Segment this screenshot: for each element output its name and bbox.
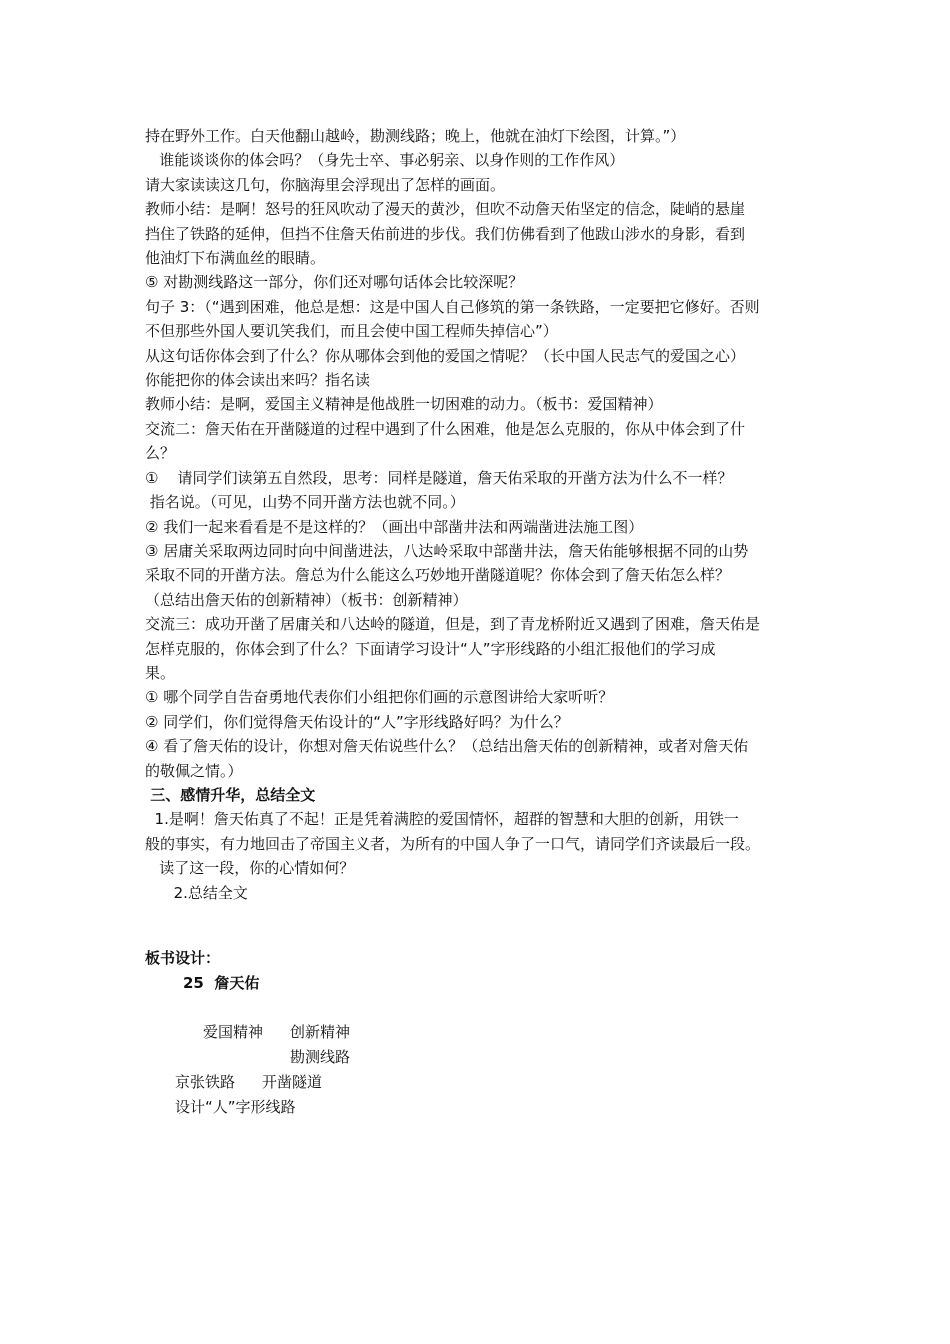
board-item: 设计“人”字形线路 (175, 1098, 296, 1116)
text-line: ① 哪个同学自告奋勇地代表你们小组把你们画的示意图讲给大家听听？ (145, 688, 614, 707)
text-line: 不但那些外国人要讥笑我们，而且会使中国工程师失掉信心”） (145, 322, 558, 341)
text-line: 采取不同的开凿方法。詹总为什么能这么巧妙地开凿隧道呢？你体会到了詹天佑怎么样？ (145, 566, 731, 585)
text-line: 谁能谈谈你的体会吗？（身先士卒、事必躬亲、以身作则的工作作风） (145, 151, 625, 170)
text-line: 教师小结：是啊！怒号的狂风吹动了漫天的黄沙，但吹不动詹天佑坚定的信念，陡峭的悬崖 (145, 200, 746, 219)
board-item: 京张铁路 (175, 1073, 236, 1091)
text-line: 么？ (145, 444, 176, 463)
text-line: ③ 居庸关采取两边同时向中间凿进法，八达岭采取中部凿井法，詹天佑能够根据不同的山势 (145, 541, 749, 560)
board-heading: 板书设计： (145, 949, 221, 967)
lesson-body (145, 124, 810, 905)
text-line: ④ 看了詹天佑的设计，你想对詹天佑说些什么？（总结出詹天佑的创新精神，或者对詹天佑 (145, 737, 749, 756)
text-line: 交流三：成功开凿了居庸关和八达岭的隧道，但是，到了青龙桥附近又遇到了困难，詹天佑是 (145, 615, 761, 634)
text-line: （总结出詹天佑的创新精神）（板书：创新精神） (145, 590, 468, 609)
text-line: 交流二：詹天佑在开凿隧道的过程中遇到了什么困难，他是怎么克服的，你从中体会到了什 (145, 419, 746, 438)
text-line: 2.总结全文 (145, 883, 248, 902)
board-title: 25 詹天佑 (183, 974, 260, 992)
text-line: 你能把你的体会读出来吗？指名读 (145, 371, 371, 390)
text-line: 持在野外工作。白天他翻山越岭，勘测线路；晚上，他就在油灯下绘图，计算。”） (145, 127, 686, 145)
board-item: 勘测线路 (290, 1048, 351, 1066)
text-line: ① 请同学们读第五自然段，思考：同样是隧道，詹天佑采取的开凿方法为什么不一样？ (145, 468, 733, 487)
board-item: 创新精神 (290, 1023, 351, 1041)
board-item: 开凿隧道 (262, 1073, 323, 1091)
text-line: 读了这一段，你的心情如何？ (145, 859, 355, 878)
text-line: 怎样克服的，你体会到了什么？下面请学习设计“人”字形线路的小组汇报他们的学习成 (145, 639, 716, 658)
text-line: 般的事实，有力地回击了帝国主义者，为所有的中国人争了一口气，请同学们齐读最后一段。 (145, 834, 761, 853)
section-heading: 三、感情升华，总结全文 (145, 785, 316, 804)
text-line: 请大家读读这几句，你脑海里会浮现出了怎样的画面。 (145, 175, 506, 194)
text-line: 1.是啊！詹天佑真了不起！正是凭着满腔的爱国情怀，超群的智慧和大胆的创新，用铁一 (145, 810, 739, 829)
text-line: 句子 3：（“遇到困难，他总是想：这是中国人自己修筑的第一条铁路，一定要把它修好。否则 (145, 297, 760, 316)
text-line: ⑤ 对勘测线路这一部分，你们还对哪句话体会比较深呢？ (145, 273, 524, 292)
text-line: 他油灯下布满血丝的眼睛。 (145, 249, 326, 268)
text-line: ② 同学们，你们觉得詹天佑设计的“人”字形线路好吗？为什么？ (145, 712, 569, 731)
text-line: 指名说。（可见，山势不同开凿方法也就不同。） (145, 493, 465, 512)
text-line: 挡住了铁路的延伸，但挡不住詹天佑前进的步伐。我们仿佛看到了他跋山涉水的身影，看到 (145, 224, 746, 243)
text-line: ② 我们一起来看看是不是这样的？（画出中部凿井法和两端凿进法施工图） (145, 517, 644, 536)
text-line: 的敬佩之情。） (145, 761, 243, 780)
board-item: 爱国精神 (203, 1023, 264, 1041)
text-line: 教师小结：是啊，爱国主义精神是他战胜一切困难的动力。（板书：爱国精神） (145, 395, 663, 414)
text-line: 从这句话你体会到了什么？你从哪体会到他的爱国之情呢？（长中国人民志气的爱国之心） (145, 346, 746, 365)
text-line: 果。 (145, 663, 176, 682)
